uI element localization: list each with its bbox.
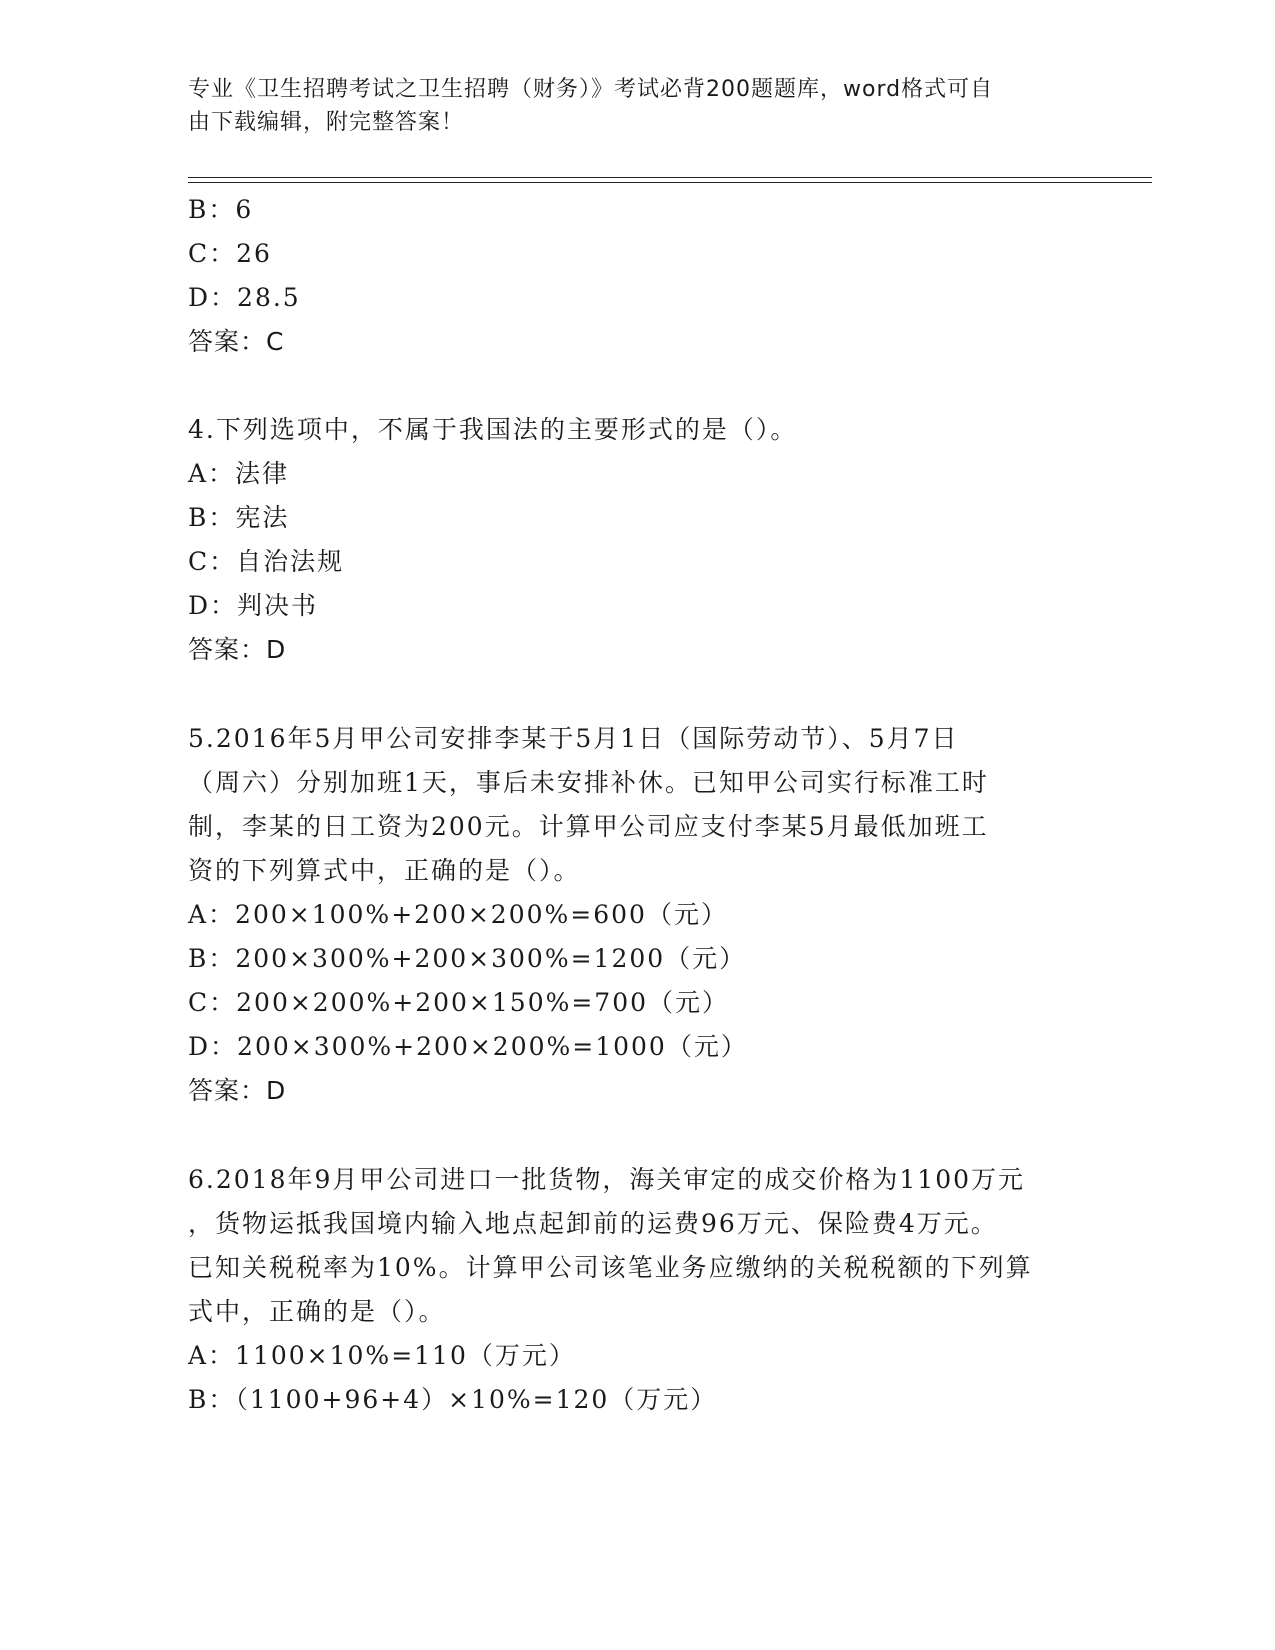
q3-answer: 答案：C [188, 327, 285, 356]
q5-option-b: B：200×300%+200×300%=1200（元） [188, 944, 747, 973]
q3-option-c: C：26 [188, 239, 272, 268]
q5-question-line-2: （周六）分别加班1天，事后未安排补休。已知甲公司实行标准工时 [188, 768, 989, 797]
q5-question-line-3: 制，李某的日工资为200元。计算甲公司应支付李某5月最低加班工 [188, 812, 989, 841]
q4-question: 4.下列选项中，不属于我国法的主要形式的是（）。 [188, 415, 798, 444]
q4-answer: 答案：D [188, 635, 287, 664]
q5-option-d: D：200×300%+200×200%=1000（元） [188, 1032, 748, 1061]
q5-option-c: C：200×200%+200×150%=700（元） [188, 988, 730, 1017]
q5-question-line-4: 资的下列算式中，正确的是（）。 [188, 856, 581, 885]
q4-option-a: A：法律 [188, 459, 290, 488]
q4-option-b: B：宪法 [188, 503, 290, 532]
q6-question-line-3: 已知关税税率为10%。计算甲公司该笔业务应缴纳的关税税额的下列算 [188, 1253, 1033, 1282]
question-body [188, 0, 1088, 1650]
header-line-1: 专业《卫生招聘考试之卫生招聘（财务）》考试必背200题题库，word格式可自 [188, 77, 994, 102]
q3-option-d: D：28.5 [188, 283, 301, 312]
q6-question-line-2: ，货物运抵我国境内输入地点起卸前的运费96万元、保险费4万元。 [188, 1209, 998, 1238]
q6-option-a: A：1100×10%=110（万元） [188, 1341, 576, 1370]
q4-option-c: C：自治法规 [188, 547, 345, 576]
q6-option-b: B：（1100+96+4）×10%=120（万元） [188, 1385, 718, 1414]
q5-option-a: A：200×100%+200×200%=600（元） [188, 900, 728, 929]
q5-answer: 答案：D [188, 1076, 287, 1105]
header-line-2: 由下载编辑，附完整答案！ [188, 110, 465, 135]
q6-question-line-4: 式中，正确的是（）。 [188, 1297, 446, 1326]
q4-option-d: D：判决书 [188, 591, 319, 620]
q5-question-line-1: 5.2016年5月甲公司安排李某于5月1日（国际劳动节）、5月7日 [188, 724, 959, 753]
q3-option-b: B：6 [188, 195, 254, 224]
q6-question-line-1: 6.2018年9月甲公司进口一批货物，海关审定的成交价格为1100万元 [188, 1165, 1026, 1194]
